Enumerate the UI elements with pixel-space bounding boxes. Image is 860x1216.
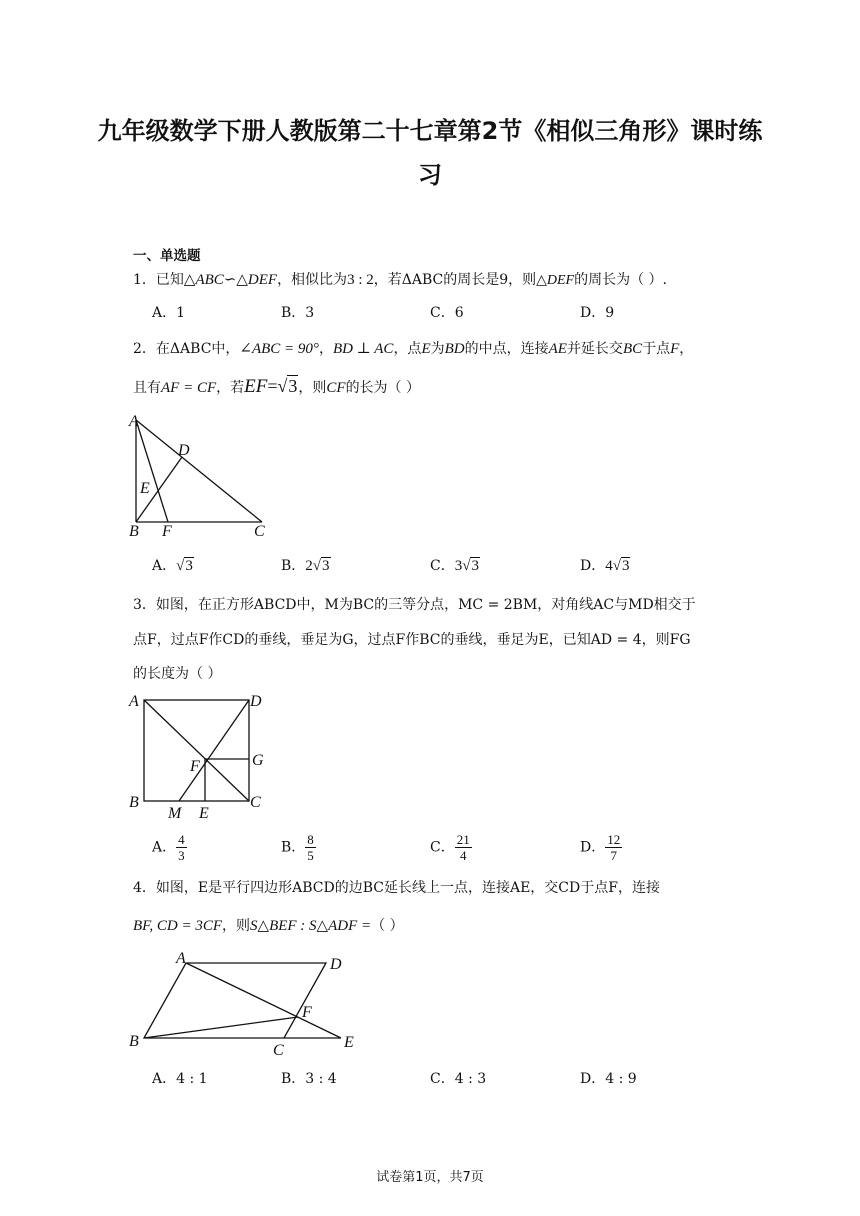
q3-label-d: D [250, 693, 262, 710]
q2-option-c-sqrt: √3 [462, 558, 479, 574]
q1-math-similar: △ABC∽△DEF [183, 272, 278, 288]
q2-math-angle: ∠ABC = 90° [239, 341, 319, 357]
q2-option-c-coef: 3 [454, 558, 463, 574]
question-2-line-1 [133, 339, 733, 359]
q3-option-d [580, 832, 622, 863]
q2-text: 并延长交 [566, 341, 623, 357]
q2-text: 的中点，连接 [464, 341, 549, 357]
q2-number: 2． [133, 341, 156, 357]
q2-label-b: B [129, 523, 139, 540]
q3-option-c [430, 832, 472, 863]
q2-math-afcf: AF = CF [161, 380, 217, 396]
q1-text: ，相似比为 [277, 272, 348, 288]
q4-option-d: D．4 : 9 [580, 1071, 637, 1087]
page-title-line-1: 九年级数学下册人教版第二十七章第2节《相似三角形》课时练 [97, 117, 763, 145]
q2-option-b-letter: B． [281, 558, 306, 574]
q2-option-a-sqrt: √3 [176, 558, 193, 574]
q2-math-cf: CF [326, 380, 346, 396]
q2-text: ，点 [393, 341, 422, 357]
q1-text: ，若ΔABC的周长是9，则 [373, 272, 537, 288]
q3-option-c-letter: C． [430, 839, 455, 856]
page-title-line-2: 习 [418, 161, 442, 189]
q2-text: 为 [430, 341, 445, 357]
q4-text: ，则 [222, 918, 251, 934]
q1-option-c: C．6 [430, 305, 464, 321]
q4-label-a: A [176, 950, 186, 967]
q2-text: 于点 [642, 341, 671, 357]
question-1 [133, 270, 733, 291]
q3-square-figure [126, 690, 271, 822]
q2-math-bc: BC [622, 341, 643, 357]
q2-math-perp: BD ⊥ AC [332, 341, 394, 357]
question-2-line-2 [133, 376, 733, 398]
q3-label-a: A [129, 693, 139, 710]
q2-text: 的长为（ ） [345, 380, 421, 396]
question-3-line-2: 点F，过点F作CD的垂线，垂足为G，过点F作BC的垂线，垂足为E，已知AD = 4，则FG [133, 632, 691, 648]
q2-segment-ac [136, 420, 262, 522]
q2-label-f: F [162, 523, 172, 540]
q2-math-ae: AE [548, 341, 567, 357]
q3-label-c: C [250, 794, 261, 811]
q2-label-a: A [129, 413, 139, 430]
q3-option-b [281, 832, 316, 863]
q2-text: 在ΔABC中， [155, 341, 240, 357]
q3-option-d-fraction [605, 832, 622, 863]
q4-label-b: B [129, 1033, 139, 1050]
section-heading: 一、单选题 [133, 248, 201, 264]
q3-label-g: G [252, 752, 264, 769]
q4-option-a: A．4 : 1 [152, 1071, 208, 1087]
q2-segment-af [136, 420, 168, 522]
q2-radicand: 3 [288, 376, 298, 396]
q4-math-area-ratio: S△BEF : S△ADF = [250, 918, 372, 934]
q1-math-ratio: 3 : 2 [347, 272, 374, 288]
q3-option-a-letter: A． [152, 839, 177, 856]
q4-math-condition: BF, CD = 3CF [133, 918, 223, 934]
q4-label-d: D [330, 956, 342, 973]
q4-label-c: C [273, 1042, 284, 1059]
q2-label-c: C [254, 523, 265, 540]
q1-option-a: A．1 [152, 305, 186, 321]
q1-math-def: △DEF [536, 273, 575, 288]
q2-option-c-letter: C． [430, 558, 455, 574]
q2-option-a-radicand: 3 [185, 558, 193, 574]
q2-option-d [580, 556, 630, 576]
q3-option-c-denominator: 4 [459, 848, 467, 863]
q2-option-c-radicand: 3 [471, 558, 479, 574]
q4-option-b: B．3 : 4 [281, 1071, 337, 1087]
q2-option-b-sqrt: √3 [312, 558, 330, 574]
q2-option-a [152, 556, 194, 576]
q2-math-ef: EF [244, 376, 268, 397]
q2-text: ，若 [216, 380, 245, 396]
q2-option-b-coef: 2 [305, 558, 313, 574]
q2-math-sqrt: √3 [277, 376, 298, 396]
q1-text: 的周长为（ ）. [574, 272, 668, 288]
q2-text: 且有 [133, 380, 161, 396]
q2-text: ， [679, 341, 694, 357]
q2-label-e: E [140, 480, 150, 497]
q4-label-e: E [344, 1034, 354, 1051]
q2-option-d-letter: D． [580, 558, 606, 574]
q4-parallelogram-abcd [144, 963, 326, 1038]
q2-option-a-letter: A． [152, 558, 177, 574]
q3-label-b: B [129, 794, 139, 811]
q2-label-d: D [178, 442, 190, 459]
q3-option-a [152, 832, 187, 863]
q2-option-c [430, 556, 480, 576]
page-footer: 试卷第1页，共7页 [376, 1170, 484, 1185]
q2-triangle-figure [126, 410, 276, 540]
q2-option-b [281, 556, 331, 576]
q2-option-d-radicand: 3 [621, 558, 630, 574]
q1-number: 1． [133, 272, 156, 288]
q2-option-d-coef: 4 [605, 558, 613, 574]
q3-option-b-numerator: 8 [307, 832, 314, 847]
q3-option-b-denominator: 5 [307, 848, 314, 863]
q1-text: 已知 [155, 272, 184, 288]
q4-parallelogram-figure [126, 948, 366, 1060]
q3-option-d-letter: D． [580, 839, 606, 856]
q4-text: （ ） [371, 918, 404, 934]
q2-math-f: F [670, 341, 680, 357]
q3-option-a-numerator: 4 [178, 832, 185, 847]
q4-segment-ae [186, 963, 341, 1038]
q3-option-c-numerator: 21 [456, 832, 470, 847]
q2-option-b-radicand: 3 [322, 558, 330, 574]
q3-option-d-numerator: 12 [607, 832, 621, 847]
q3-option-b-fraction [305, 832, 316, 863]
q2-text: ，则 [298, 380, 327, 396]
question-3-line-1: 3．如图，在正方形ABCD中，M为BC的三等分点，MC = 2BM，对角线AC与MD相交于 [133, 597, 696, 613]
q3-option-b-letter: B． [281, 839, 306, 856]
q2-text: ， [318, 341, 333, 357]
q3-label-f: F [190, 758, 200, 775]
q3-label-m: M [168, 805, 182, 822]
q1-option-b: B．3 [281, 305, 315, 321]
question-4-line-2 [133, 916, 733, 936]
q3-diagonal-ac [144, 700, 249, 801]
q4-segment-bf [144, 1017, 298, 1038]
q2-math-bd: BD [444, 341, 465, 357]
q3-segment-md [179, 700, 249, 801]
q3-option-c-fraction [455, 832, 472, 863]
q3-option-d-denominator: 7 [610, 848, 617, 863]
q3-option-a-fraction [176, 832, 187, 863]
q2-option-d-sqrt: √3 [612, 558, 630, 574]
q4-option-c: C．4 : 3 [430, 1071, 487, 1087]
q2-math-e: E [421, 341, 431, 357]
q1-option-d: D．9 [580, 305, 615, 321]
q2-math-eq: = [267, 376, 278, 396]
q4-label-f: F [302, 1004, 312, 1021]
question-4-line-1: 4．如图，E是平行四边形ABCD的边BC延长线上一点，连接AE，交CD于点F，连接 [133, 880, 660, 896]
q3-label-e: E [199, 805, 209, 822]
question-3-line-3: 的长度为（ ） [133, 666, 222, 682]
q3-option-a-denominator: 3 [178, 848, 185, 863]
